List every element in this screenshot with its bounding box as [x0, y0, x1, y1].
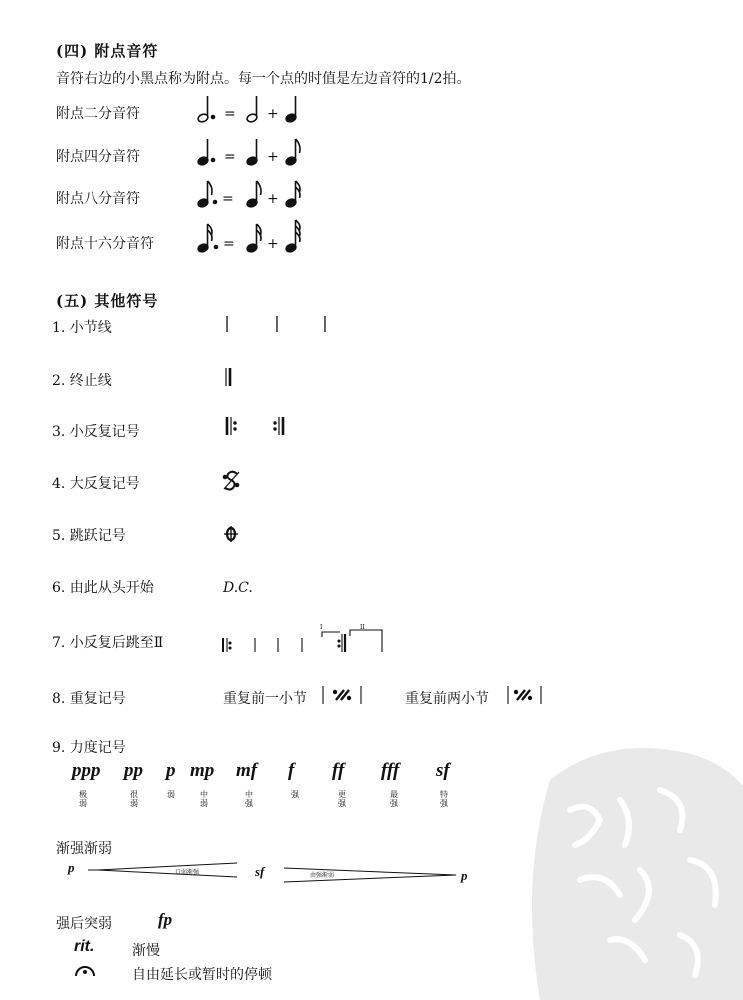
- fp-label: 强后突弱: [56, 916, 112, 932]
- dyn-mp: mp: [190, 760, 215, 781]
- dynamics-label: 9. 力度记号: [52, 740, 126, 756]
- volta-mark-1: I: [320, 624, 323, 631]
- equals-3: =: [222, 191, 234, 207]
- volta-label: 7. 小反复后跳至Ⅱ: [52, 635, 164, 651]
- dyn-p-desc: 弱: [167, 790, 175, 799]
- hairpin-dim-label: 由强渐弱: [310, 872, 335, 879]
- volta-mark-2: II: [360, 624, 365, 631]
- dyn-fff: fff: [381, 760, 400, 781]
- dyn-ppp: ppp: [72, 760, 101, 781]
- rit-desc: 渐慢: [132, 943, 160, 959]
- cresc-title: 渐强渐弱: [56, 841, 112, 857]
- section5-title: (五) 其他符号: [56, 292, 159, 310]
- plus-3: +: [267, 191, 279, 207]
- final-barline-label: 2. 终止线: [52, 373, 112, 389]
- watermark-seal: [520, 720, 743, 1000]
- dyn-fff-desc: 最强: [390, 790, 398, 808]
- dyn-ff: ff: [332, 760, 345, 781]
- dyn-f: f: [288, 760, 295, 781]
- section4-title: (四) 附点音符: [56, 42, 159, 60]
- dyn-ppp-desc: 极弱: [79, 790, 87, 808]
- barline-label: 1. 小节线: [52, 320, 112, 336]
- dyn-pp: pp: [124, 760, 143, 781]
- rit-symbol: rit.: [74, 938, 95, 955]
- dyn-mp-desc: 中弱: [200, 790, 208, 808]
- plus-4: +: [267, 236, 279, 252]
- cresc-mid: sf: [255, 864, 265, 879]
- cresc-end: p: [461, 868, 468, 883]
- dotted-eighth-label: 附点八分音符: [56, 191, 140, 207]
- dotted-quarter-label: 附点四分音符: [56, 149, 140, 165]
- dyn-sf: sf: [436, 760, 450, 781]
- fp-symbol: fp: [158, 910, 173, 929]
- hairpin-cresc-label: 口弱渐强: [175, 869, 200, 876]
- fermata-desc: 自由延长或暂时的停顿: [132, 967, 272, 983]
- dc-symbol: D.C.: [223, 580, 253, 596]
- repeat-two-text: 重复前两小节: [405, 691, 489, 707]
- plus-1: +: [267, 106, 279, 122]
- dyn-p: p: [166, 760, 176, 781]
- equals-1: =: [224, 106, 236, 122]
- dyn-ff-desc: 更强: [338, 790, 346, 808]
- dyn-f-desc: 强: [291, 790, 299, 799]
- dc-label: 6. 由此从头开始: [52, 580, 154, 596]
- dotted-sixteenth-label: 附点十六分音符: [56, 236, 154, 252]
- dyn-mf-desc: 中强: [245, 790, 253, 808]
- dyn-sf-desc: 特强: [440, 790, 448, 808]
- dyn-mf: mf: [236, 760, 258, 781]
- equals-4: =: [223, 236, 235, 252]
- section4-desc: 音符右边的小黑点称为附点。每一个点的时值是左边音符的1/2拍。: [56, 71, 471, 87]
- equals-2: =: [224, 149, 236, 165]
- repeat-sign-label: 3. 小反复记号: [52, 424, 140, 440]
- plus-2: +: [267, 149, 279, 165]
- repeat-one-text: 重复前一小节: [223, 691, 307, 707]
- cresc-start: p: [68, 860, 75, 875]
- dyn-pp-desc: 很弱: [130, 790, 138, 808]
- dotted-half-label: 附点二分音符: [56, 106, 140, 122]
- segno-label: 4. 大反复记号: [52, 476, 140, 492]
- coda-label: 5. 跳跃记号: [52, 528, 126, 544]
- repeat-measure-label: 8. 重复记号: [52, 691, 126, 707]
